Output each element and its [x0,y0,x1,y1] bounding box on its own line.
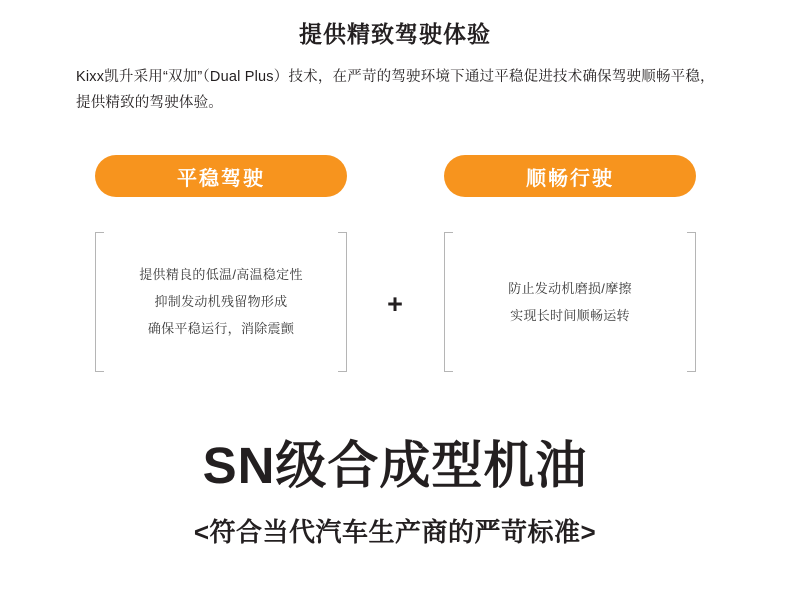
benefit-line: 防止发动机磨损/摩擦 [508,280,632,296]
product-headline: SN级合成型机油 [202,437,588,494]
benefit-line: 提供精良的低温/高温稳定性 [139,267,303,282]
benefit-group-left [95,232,347,372]
bracket-mask [104,231,338,234]
pill-row [0,155,790,201]
benefit-line: 实现长时间顺畅运转 [510,307,630,323]
plus-icon: + [387,289,403,319]
benefit-group-right-content [445,233,695,371]
bracket-mask [453,370,687,373]
bracket-mask [453,231,687,234]
page-title: 提供精致驾驶体验 [299,21,491,47]
benefit-line: 确保平稳运行，消除震颤 [147,321,295,336]
pill-smooth-driving: 平稳驾驶 [95,155,347,197]
bracket-mask [104,370,338,373]
product-subheadline: <符合当代汽车生产商的严苛标准> [193,517,597,547]
benefit-group-right [444,232,696,372]
benefit-group-left-content [96,233,346,371]
benefit-line: 抑制发动机残留物形成 [154,294,288,309]
pill-smooth-running: 顺畅行驶 [444,155,696,197]
intro-paragraph: Kixx凯升采用“双加”（Dual Plus）技术，在严苛的驾驶环境下通过平稳促进技术确保驾驶顺畅平稳，提供精致的驾驶体验。 [76,69,715,111]
